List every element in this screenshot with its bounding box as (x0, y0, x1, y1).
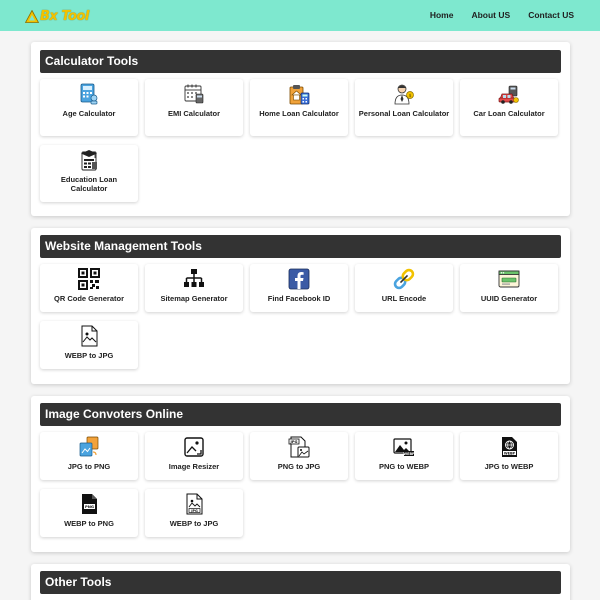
tool-label: Image Resizer (168, 462, 220, 471)
other-tools-card (31, 564, 570, 600)
tool-tile-uuid-generator[interactable] (460, 264, 558, 312)
tool-tile-jpg-to-png[interactable] (40, 432, 138, 480)
image-converters-heading: Image Convoters Online (40, 403, 561, 426)
website-tools-card (31, 228, 570, 384)
emi-calculator-icon (183, 83, 205, 105)
facebook-icon (288, 268, 310, 290)
logo-triangle-icon (25, 10, 39, 23)
svg-text:$: $ (408, 94, 412, 99)
nav-home-link[interactable]: Home (429, 10, 454, 20)
tool-label: Find Facebook ID (267, 294, 331, 303)
age-calculator-icon (78, 83, 100, 105)
jpg-to-png-icon (78, 436, 100, 458)
tool-label: Personal Loan Calculator (358, 109, 450, 118)
tool-tile-webp-to-jpg[interactable] (40, 321, 138, 369)
tool-tile-webp-to-png[interactable] (40, 489, 138, 537)
tool-label: URL Encode (381, 294, 427, 303)
svg-text:JPG: JPG (290, 440, 298, 444)
tool-tile-car-loan-calculator[interactable] (460, 79, 558, 136)
tool-label: PNG to WEBP (379, 462, 429, 471)
tool-label: QR Code Generator (53, 294, 124, 303)
svg-text:WEBP: WEBP (403, 452, 415, 456)
tool-label: WEBP to JPG (64, 351, 114, 360)
tool-tile-webp-to-jpg-converter[interactable] (145, 489, 243, 537)
tool-tile-personal-loan-calculator[interactable] (355, 79, 453, 136)
calculator-tools-card (31, 42, 570, 216)
sitemap-icon (183, 268, 205, 290)
image-file-icon (78, 325, 100, 347)
tool-label: EMI Calculator (167, 109, 221, 118)
tool-tile-education-loan-calculator[interactable] (40, 145, 138, 202)
tool-tile-url-encode[interactable] (355, 264, 453, 312)
tool-label: JPG to PNG (67, 462, 111, 471)
image-resizer-icon (183, 436, 205, 458)
top-navbar (0, 0, 600, 31)
tool-label: UUID Generator (480, 294, 538, 303)
tool-label: Sitemap Generator (160, 294, 228, 303)
main-nav (412, 10, 574, 20)
car-loan-icon (498, 83, 520, 105)
tool-tile-png-to-jpg[interactable] (250, 432, 348, 480)
svg-text:PNG: PNG (84, 504, 95, 509)
site-logo[interactable] (25, 7, 89, 25)
tool-tile-qr-code-generator[interactable] (40, 264, 138, 312)
other-tools-heading: Other Tools (40, 571, 561, 594)
qr-code-icon (78, 268, 100, 290)
link-icon (393, 268, 415, 290)
webp-to-png-icon (78, 493, 100, 515)
nav-about-link[interactable]: About US (471, 10, 511, 20)
education-loan-icon (78, 149, 100, 171)
home-loan-icon (288, 83, 310, 105)
tool-label: WEBP to PNG (64, 519, 114, 528)
webp-to-jpg-icon (183, 493, 205, 515)
tool-tile-find-facebook-id[interactable] (250, 264, 348, 312)
tool-label: JPG to WEBP (484, 462, 534, 471)
calculator-tools-heading: Calculator Tools (40, 50, 561, 73)
tool-label: Age Calculator (62, 109, 116, 118)
nav-contact-link[interactable]: Contact US (528, 10, 574, 20)
png-to-webp-icon (393, 436, 415, 458)
jpg-to-webp-icon (498, 436, 520, 458)
tool-tile-png-to-webp[interactable] (355, 432, 453, 480)
uuid-icon (498, 268, 520, 290)
tool-label: Home Loan Calculator (259, 109, 339, 118)
website-tools-heading: Website Management Tools (40, 235, 561, 258)
tool-label: Education Loan Calculator (60, 175, 118, 193)
svg-text:WEBP: WEBP (503, 451, 516, 456)
tool-label: PNG to JPG (277, 462, 321, 471)
tool-tile-home-loan-calculator[interactable] (250, 79, 348, 136)
brand-name: Bx Tool (40, 8, 89, 24)
tool-label: WEBP to JPG (169, 519, 219, 528)
image-converters-card (31, 396, 570, 552)
tool-tile-sitemap-generator[interactable] (145, 264, 243, 312)
tool-tile-jpg-to-webp[interactable] (460, 432, 558, 480)
tool-tile-age-calculator[interactable] (40, 79, 138, 136)
tool-tile-emi-calculator[interactable] (145, 79, 243, 136)
tool-label: Car Loan Calculator (473, 109, 545, 118)
png-to-jpg-icon (288, 436, 310, 458)
tool-tile-image-resizer[interactable] (145, 432, 243, 480)
svg-text:JPG: JPG (191, 508, 198, 513)
personal-loan-icon (393, 83, 415, 105)
